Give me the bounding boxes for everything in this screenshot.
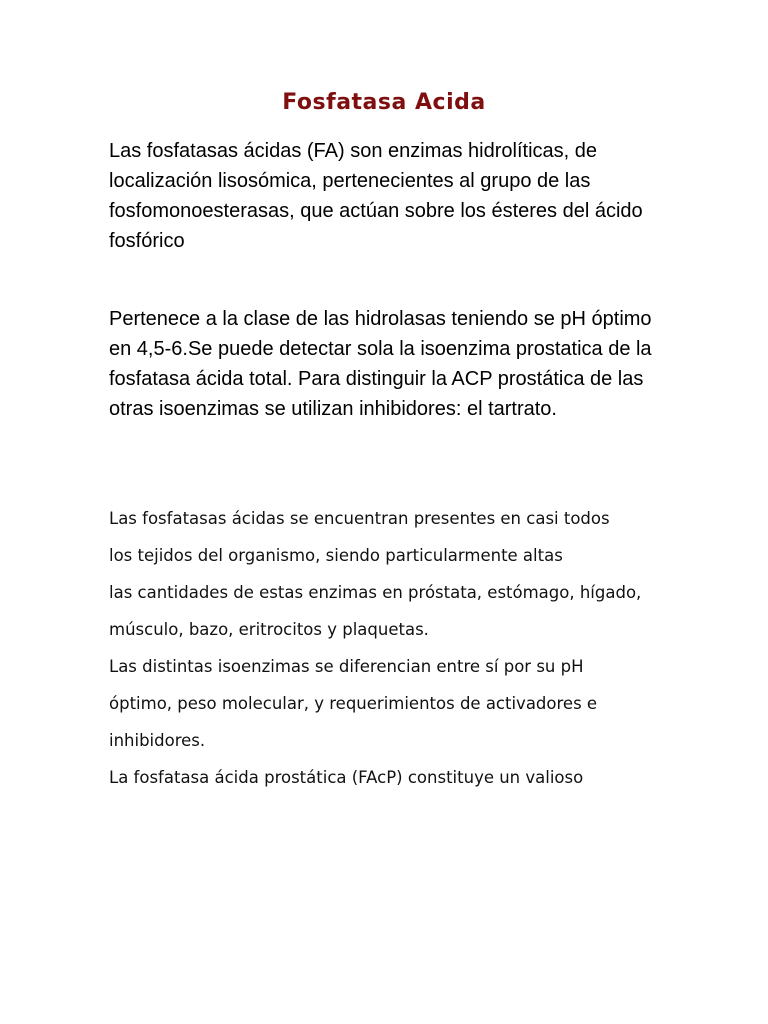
text-lines — [109, 504, 669, 800]
text-line: los tejidos del organismo, siendo particularmente altas — [109, 546, 563, 565]
text-line: músculo, bazo, eritrocitos y plaquetas. — [109, 620, 429, 639]
text-line: Las fosfatasas ácidas se encuentran presentes en casi todos — [109, 509, 610, 528]
text-line: Las distintas isoenzimas se diferencian entre sí por su pH — [109, 657, 584, 676]
page-title: Fosfatasa Acida — [282, 90, 486, 115]
text-line: óptimo, peso molecular, y requerimientos de activadores e — [109, 694, 598, 713]
text-line: La fosfatasa ácida prostática (FAcP) constituye un valioso — [109, 768, 584, 787]
text-line: las cantidades de estas enzimas en próstata, estómago, hígado, — [109, 583, 642, 602]
paragraph-intro: Las fosfatasas ácidas (FA) son enzimas hidrolíticas, de localización lisosómica, pertenecientes al grupo de las fosfomonoesterasas, que actúan sobre los ésteres del ácido fosfórico — [109, 140, 643, 252]
text-line: inhibidores. — [109, 731, 206, 750]
paragraph-hydrolases: Pertenece a la clase de las hidrolasas teniendo se pH óptimo en 4,5-6.Se puede detectar sola la isoenzima prostatica de la fosfatasa ácida total. Para distinguir la ACP prostática de las otras isoenzimas se utilizan inhibidores: el tartrato. — [109, 308, 652, 420]
